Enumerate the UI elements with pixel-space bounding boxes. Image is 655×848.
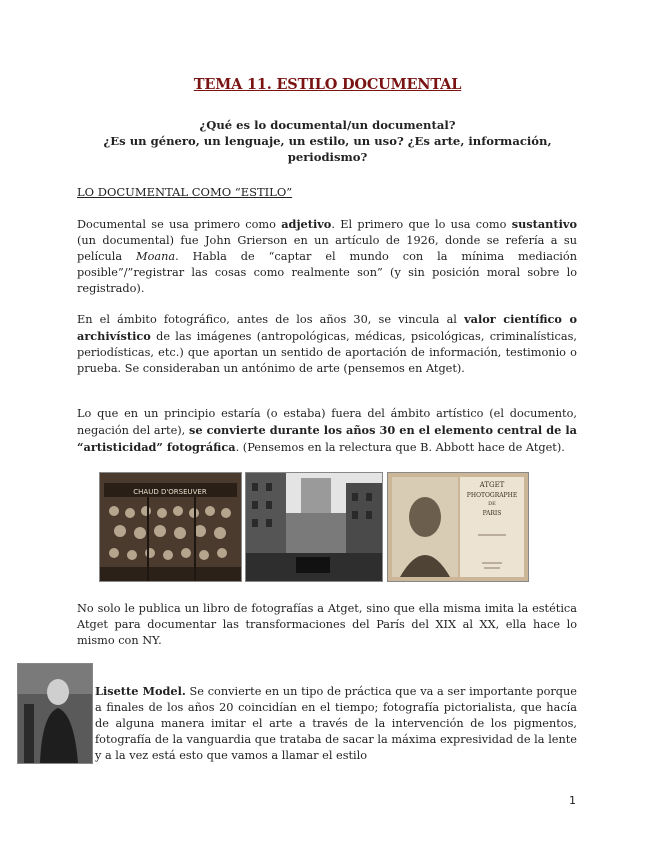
bold-span: sustantivo: [511, 217, 577, 231]
shop-sign-text: CHAUD D'ORSEUVER: [133, 488, 207, 496]
photo-atget-book: [387, 472, 529, 582]
bold-span: valor científico o archivístico: [77, 312, 577, 343]
bold-span: adjetivo: [281, 217, 332, 231]
text-span: Lo que en un principio estaría (o estaba) fuera del ámbito artístico (el documento, negación del arte),: [77, 407, 577, 437]
atget-book-image: [388, 473, 528, 581]
text-span: Documental se usa primero como: [77, 218, 282, 231]
paragraph-2: [77, 311, 577, 377]
subtitle-questions: [100, 117, 555, 165]
book-title-line-4: PARIS: [482, 510, 502, 517]
text-span: En el ámbito fotográfico, antes de los años 30, se vincula al: [77, 313, 465, 326]
photo-lisette-model: [17, 663, 93, 764]
section-heading: LO DOCUMENTAL COMO “ESTILO”: [77, 185, 293, 199]
book-title-line-3: DE: [488, 501, 496, 507]
text-span: Se convierte en un tipo de práctica que va a ser importante porque a finales de los años 20 coincidían en el tiempo; fotografía pictorialista, que hacía de alguna manera imitar el arte a través de la intervención de los pigmentos, fotografía de la vanguardia que trataba de sacar la máxima expresividad de la lente y a la vez está esto que vamos a llamar el estilo: [95, 685, 577, 762]
text-span: de las imágenes (antropológicas, médicas, psicológicas, criminalísticas, periodísticas, etc.) que aportan un sentido de aportación de información, testimonio o prueba. Se consideraban un antónimo de arte (pensemos en Atget).: [77, 330, 577, 375]
shop-window-image: [100, 473, 241, 581]
paragraph-5: [95, 683, 577, 764]
book-title-line-1: ATGET: [479, 481, 505, 489]
paragraph-1: [77, 216, 577, 297]
lisette-model-image: [18, 664, 92, 763]
page-title: TEMA 11. ESTILO DOCUMENTAL: [193, 76, 462, 93]
text-span: . Habla de “captar el mundo con la mínima mediación posible”/”registrar las cosas como realmente son” (y sin posición moral sobre lo registrado).: [77, 250, 577, 295]
page-number: 1: [569, 794, 576, 807]
book-title-line-2: PHOTOGRAPHE: [466, 492, 518, 499]
photo-ny-street: [245, 472, 383, 582]
text-span: (un documental) fue John Grierson en un artículo de 1926, donde se refería a su película: [77, 234, 577, 263]
text-span: . El primero que lo usa como: [331, 218, 512, 231]
ny-street-image: [246, 473, 382, 581]
paragraph-3: [77, 406, 577, 456]
bold-span: se convierte durante los años 30 en el elemento central de la “artisticidad” fotográfica: [77, 423, 577, 454]
photo-shop-window: [99, 472, 242, 582]
bold-span: Lisette Model.: [95, 684, 186, 698]
subtitle-line-2: ¿Es un género, un lenguaje, un estilo, un uso? ¿Es arte, información, periodismo?: [103, 134, 552, 164]
text-span: . (Pensemos en la relectura que B. Abbott hace de Atget).: [235, 441, 565, 454]
paragraph-4: No solo le publica un libro de fotografías a Atget, sino que ella misma imita la estética Atget para documentar las transformaciones del París del XIX al XX, ella hace lo mismo con NY.: [77, 602, 577, 647]
subtitle-line-1: ¿Qué es lo documental/un documental?: [199, 118, 456, 132]
italic-span: Moana: [136, 250, 176, 263]
